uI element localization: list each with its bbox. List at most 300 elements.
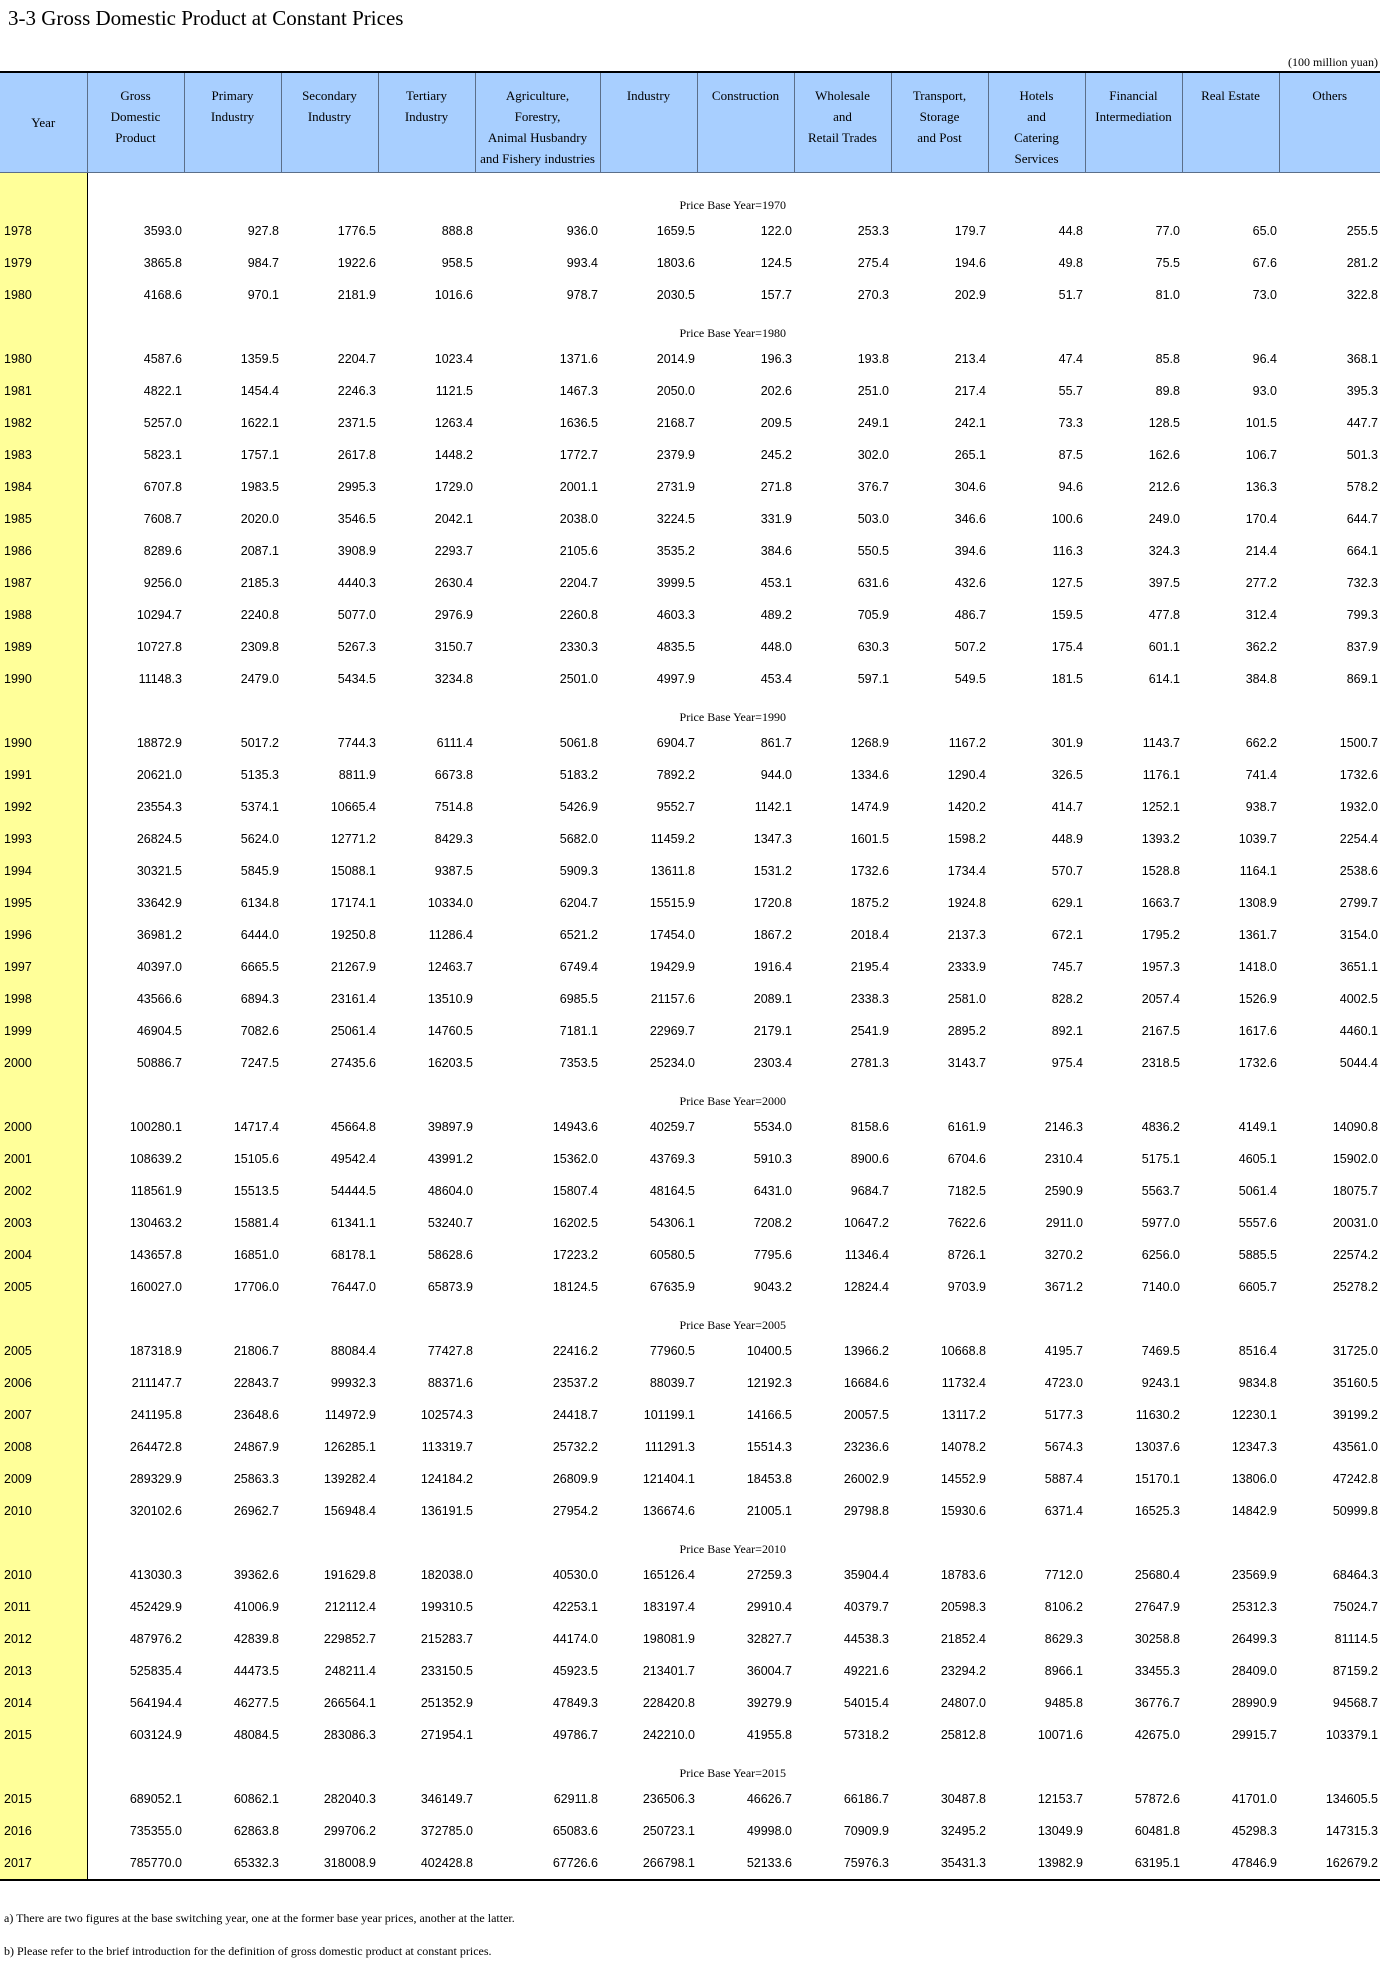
price-base-label: Price Base Year=2015 [679, 1765, 786, 1780]
value-cell: 1729.0 [434, 479, 473, 494]
value-cell: 2195.4 [850, 959, 889, 974]
value-cell: 346.6 [954, 511, 986, 526]
value-cell: 8429.3 [434, 831, 473, 846]
value-cell: 42675.0 [1134, 1727, 1180, 1742]
value-cell: 2168.7 [656, 415, 695, 430]
value-cell: 6673.8 [434, 767, 473, 782]
value-cell: 66186.7 [843, 1791, 889, 1806]
value-cell: 5977.0 [1141, 1215, 1180, 1230]
value-cell: 60481.8 [1134, 1823, 1180, 1838]
value-cell: 9834.8 [1238, 1375, 1277, 1390]
value-cell: 2338.3 [850, 991, 889, 1006]
value-cell: 1598.2 [947, 831, 986, 846]
table-row [0, 759, 1380, 791]
value-cell: 65873.9 [427, 1279, 473, 1294]
value-cell: 8516.4 [1238, 1343, 1277, 1358]
year-cell: 2006 [0, 1367, 87, 1399]
footnote-b: b) Please refer to the brief introduction for the definition of gross domestic product at constant prices. [4, 1944, 492, 1958]
value-cell: 413030.3 [129, 1567, 182, 1582]
value-cell: 3865.8 [143, 255, 182, 270]
value-cell: 29910.4 [746, 1599, 792, 1614]
value-cell: 45664.8 [330, 1119, 376, 1134]
value-cell: 106.7 [1245, 447, 1277, 462]
value-cell: 2330.3 [559, 639, 598, 654]
value-cell: 2167.5 [1141, 1023, 1180, 1038]
value-cell: 11459.2 [650, 831, 695, 846]
value-cell: 1308.9 [1238, 895, 1277, 910]
year-cell: 2005 [0, 1271, 87, 1303]
value-cell: 414.7 [1051, 799, 1083, 814]
value-cell: 1957.3 [1141, 959, 1180, 974]
value-cell: 85.8 [1155, 351, 1180, 366]
value-cell: 211147.7 [131, 1375, 182, 1390]
value-cell: 3908.9 [337, 543, 376, 558]
value-cell: 1528.8 [1141, 863, 1180, 878]
value-cell: 215283.7 [420, 1631, 473, 1646]
value-cell: 888.8 [441, 223, 473, 238]
value-cell: 77.0 [1155, 223, 1180, 238]
value-cell: 16525.3 [1134, 1503, 1180, 1518]
value-cell: 6665.5 [240, 959, 279, 974]
year-cell: 1982 [0, 407, 87, 439]
year-cell: 2008 [0, 1431, 87, 1463]
value-cell: 88039.7 [649, 1375, 695, 1390]
value-cell: 17223.2 [552, 1247, 598, 1262]
value-cell: 6894.3 [240, 991, 279, 1006]
table-row [0, 1239, 1380, 1271]
table-row [0, 503, 1380, 535]
page-title: 3-3 Gross Domestic Product at Constant Prices [8, 6, 404, 30]
value-cell: 23554.3 [136, 799, 182, 814]
year-cell: 2011 [0, 1591, 87, 1623]
value-cell: 124.5 [760, 255, 792, 270]
value-cell: 14760.5 [427, 1023, 473, 1038]
value-cell: 672.1 [1051, 927, 1083, 942]
value-cell: 7622.6 [947, 1215, 986, 1230]
value-cell: 8900.6 [850, 1151, 889, 1166]
value-cell: 162.6 [1148, 447, 1180, 462]
value-cell: 2333.9 [947, 959, 986, 974]
year-cell: 2017 [0, 1847, 87, 1880]
value-cell: 26809.9 [552, 1471, 598, 1486]
table-row [0, 919, 1380, 951]
value-cell: 2541.9 [850, 1023, 889, 1038]
value-cell: 10665.4 [330, 799, 376, 814]
value-cell: 978.7 [566, 287, 598, 302]
value-cell: 39199.2 [1332, 1407, 1378, 1422]
table-row [0, 1559, 1380, 1591]
value-cell: 2020.0 [240, 511, 279, 526]
value-cell: 62911.8 [553, 1791, 598, 1806]
value-cell: 5845.9 [240, 863, 279, 878]
table-row [0, 951, 1380, 983]
table-row [0, 663, 1380, 695]
value-cell: 8726.1 [947, 1247, 986, 1262]
value-cell: 251352.9 [420, 1695, 473, 1710]
value-cell: 2240.8 [240, 607, 279, 622]
table-row [0, 1495, 1380, 1527]
value-cell: 501.3 [1346, 447, 1378, 462]
value-cell: 4195.7 [1044, 1343, 1083, 1358]
value-cell: 601.1 [1148, 639, 1180, 654]
value-cell: 245.2 [760, 447, 792, 462]
value-cell: 102574.3 [420, 1407, 473, 1422]
value-cell: 20621.0 [136, 767, 182, 782]
value-cell: 23236.6 [843, 1439, 889, 1454]
value-cell: 39362.6 [233, 1567, 279, 1582]
table-row [0, 1335, 1380, 1367]
value-cell: 19250.8 [330, 927, 376, 942]
table-row [0, 1207, 1380, 1239]
value-cell: 1720.8 [753, 895, 792, 910]
value-cell: 1371.6 [559, 351, 598, 366]
value-cell: 4440.3 [337, 575, 376, 590]
value-cell: 18453.8 [746, 1471, 792, 1486]
value-cell: 65.0 [1252, 223, 1277, 238]
year-cell: 2013 [0, 1655, 87, 1687]
value-cell: 29915.7 [1231, 1727, 1277, 1742]
value-cell: 49998.0 [746, 1823, 792, 1838]
value-cell: 4997.9 [656, 671, 695, 686]
table-row [0, 1719, 1380, 1751]
value-cell: 2105.6 [559, 543, 598, 558]
value-cell: 7892.2 [656, 767, 695, 782]
value-cell: 362.2 [1245, 639, 1277, 654]
value-cell: 23569.9 [1231, 1567, 1277, 1582]
value-cell: 837.9 [1346, 639, 1378, 654]
value-cell: 36004.7 [746, 1663, 792, 1678]
value-cell: 11148.3 [138, 671, 182, 686]
value-cell: 93.0 [1252, 383, 1277, 398]
value-cell: 5257.0 [143, 415, 182, 430]
value-cell: 936.0 [566, 223, 598, 238]
value-cell: 30321.5 [136, 863, 182, 878]
value-cell: 68464.3 [1332, 1567, 1378, 1582]
footnote-a: a) There are two figures at the base switching year, one at the former base year prices, another at the latter. [4, 1911, 515, 1925]
value-cell: 320102.6 [129, 1503, 182, 1518]
price-base-label: Price Base Year=2000 [679, 1093, 786, 1108]
value-cell: 7208.2 [753, 1215, 792, 1230]
value-cell: 2018.4 [850, 927, 889, 942]
column-header: Real Estate [1182, 72, 1279, 172]
value-cell: 33642.9 [136, 895, 182, 910]
value-cell: 17174.1 [330, 895, 376, 910]
value-cell: 14552.9 [940, 1471, 986, 1486]
table-row [0, 887, 1380, 919]
year-cell: 1999 [0, 1015, 87, 1047]
value-cell: 869.1 [1346, 671, 1378, 686]
value-cell: 20057.5 [843, 1407, 889, 1422]
value-cell: 65332.3 [184, 1847, 281, 1880]
value-cell: 603124.9 [129, 1727, 182, 1742]
value-cell: 22843.7 [233, 1375, 279, 1390]
value-cell: 402428.8 [378, 1847, 475, 1880]
value-cell: 70909.9 [843, 1823, 889, 1838]
year-cell: 2001 [0, 1143, 87, 1175]
value-cell: 213401.7 [642, 1663, 695, 1678]
value-cell: 266798.1 [600, 1847, 697, 1880]
value-cell: 15105.6 [233, 1151, 279, 1166]
value-cell: 2581.0 [947, 991, 986, 1006]
year-cell [0, 311, 87, 343]
value-cell: 63195.1 [1085, 1847, 1182, 1880]
value-cell: 4587.6 [143, 351, 182, 366]
value-cell: 6704.6 [947, 1151, 986, 1166]
value-cell: 892.1 [1051, 1023, 1083, 1038]
value-cell: 165126.4 [642, 1567, 695, 1582]
table-row [0, 1111, 1380, 1143]
value-cell: 42253.1 [552, 1599, 598, 1614]
value-cell: 2976.9 [434, 607, 473, 622]
value-cell: 1659.5 [656, 223, 695, 238]
value-cell: 785770.0 [87, 1847, 184, 1880]
value-cell: 32495.2 [940, 1823, 986, 1838]
value-cell: 21806.7 [233, 1343, 279, 1358]
value-cell: 270.3 [857, 287, 889, 302]
value-cell: 191629.8 [323, 1567, 376, 1582]
value-cell: 689052.1 [129, 1791, 182, 1806]
value-cell: 88371.6 [427, 1375, 473, 1390]
value-cell: 477.8 [1148, 607, 1180, 622]
value-cell: 26962.7 [233, 1503, 279, 1518]
column-header: Financial Intermediation [1085, 72, 1182, 172]
value-cell: 2087.1 [240, 543, 279, 558]
value-cell: 35904.4 [843, 1567, 889, 1582]
value-cell: 100280.1 [129, 1119, 182, 1134]
value-cell: 2310.4 [1044, 1151, 1083, 1166]
value-cell: 331.9 [760, 511, 792, 526]
value-cell: 9552.7 [656, 799, 695, 814]
table-row [0, 1367, 1380, 1399]
value-cell: 76447.0 [330, 1279, 376, 1294]
value-cell: 48084.5 [233, 1727, 279, 1742]
value-cell: 927.8 [247, 223, 279, 238]
table-header-row [0, 72, 1380, 172]
value-cell: 47846.9 [1182, 1847, 1279, 1880]
value-cell: 14078.2 [940, 1439, 986, 1454]
value-cell: 2995.3 [337, 479, 376, 494]
value-cell: 26499.3 [1231, 1631, 1277, 1646]
value-cell: 49542.4 [330, 1151, 376, 1166]
year-cell: 2000 [0, 1047, 87, 1079]
value-cell: 49.8 [1058, 255, 1083, 270]
value-cell: 199310.5 [420, 1599, 473, 1614]
year-cell: 1980 [0, 279, 87, 311]
year-cell [0, 172, 87, 215]
value-cell: 2185.3 [240, 575, 279, 590]
value-cell: 241195.8 [130, 1407, 182, 1422]
value-cell: 447.7 [1346, 415, 1378, 430]
value-cell: 394.6 [954, 543, 986, 558]
value-cell: 1795.2 [1141, 927, 1180, 942]
value-cell: 162679.2 [1279, 1847, 1380, 1880]
value-cell: 9485.8 [1044, 1695, 1083, 1710]
value-cell: 741.4 [1245, 767, 1277, 782]
value-cell: 47242.8 [1332, 1471, 1378, 1486]
value-cell: 73.3 [1058, 415, 1083, 430]
value-cell: 65083.6 [552, 1823, 598, 1838]
value-cell: 283086.3 [323, 1727, 376, 1742]
column-header: Others [1279, 72, 1380, 172]
value-cell: 25863.3 [233, 1471, 279, 1486]
value-cell: 18075.7 [1332, 1183, 1378, 1198]
value-cell: 275.4 [857, 255, 889, 270]
value-cell: 735355.0 [129, 1823, 182, 1838]
value-cell: 121404.1 [642, 1471, 695, 1486]
table-row [0, 1463, 1380, 1495]
value-cell: 271954.1 [420, 1727, 473, 1742]
value-cell: 2303.4 [753, 1055, 792, 1070]
value-cell: 22969.7 [649, 1023, 695, 1038]
value-cell: 25812.8 [940, 1727, 986, 1742]
value-cell: 11630.2 [1135, 1407, 1180, 1422]
value-cell: 30258.8 [1134, 1631, 1180, 1646]
price-base-label: Price Base Year=1990 [679, 709, 786, 724]
value-cell: 6707.8 [143, 479, 182, 494]
value-cell: 94568.7 [1332, 1695, 1378, 1710]
value-cell: 1290.4 [947, 767, 986, 782]
value-cell: 251.0 [857, 383, 889, 398]
value-cell: 6605.7 [1238, 1279, 1277, 1294]
value-cell: 46626.7 [746, 1791, 792, 1806]
value-cell: 136674.6 [642, 1503, 695, 1518]
value-cell: 453.4 [760, 671, 792, 686]
value-cell: 799.3 [1346, 607, 1378, 622]
unit-label: (100 million yuan) [1288, 55, 1378, 69]
value-cell: 7140.0 [1141, 1279, 1180, 1294]
value-cell: 31725.0 [1332, 1343, 1378, 1358]
value-cell: 1803.6 [656, 255, 695, 270]
value-cell: 23161.4 [330, 991, 376, 1006]
value-cell: 26002.9 [843, 1471, 889, 1486]
value-cell: 4836.2 [1141, 1119, 1180, 1134]
value-cell: 7353.5 [559, 1055, 598, 1070]
value-cell: 21852.4 [940, 1631, 986, 1646]
value-cell: 1617.6 [1238, 1023, 1277, 1038]
price-base-row [0, 1079, 1380, 1111]
value-cell: 18124.5 [552, 1279, 598, 1294]
value-cell: 118561.9 [130, 1183, 182, 1198]
year-cell: 1990 [0, 727, 87, 759]
value-cell: 103379.1 [1325, 1727, 1378, 1742]
value-cell: 3651.1 [1339, 959, 1378, 974]
value-cell: 33455.3 [1134, 1663, 1180, 1678]
value-cell: 68178.1 [330, 1247, 376, 1262]
value-cell: 5624.0 [240, 831, 279, 846]
value-cell: 372785.0 [420, 1823, 473, 1838]
value-cell: 42839.8 [233, 1631, 279, 1646]
value-cell: 10334.0 [427, 895, 473, 910]
value-cell: 15513.5 [233, 1183, 279, 1198]
value-cell: 453.1 [760, 575, 792, 590]
year-cell: 1984 [0, 471, 87, 503]
column-header: Gross Domestic Product [87, 72, 184, 172]
value-cell: 1023.4 [434, 351, 473, 366]
value-cell: 127.5 [1051, 575, 1083, 590]
value-cell: 6204.7 [559, 895, 598, 910]
value-cell: 289329.9 [129, 1471, 182, 1486]
value-cell: 1924.8 [947, 895, 986, 910]
value-cell: 271.8 [760, 479, 792, 494]
value-cell: 1176.1 [1142, 767, 1180, 782]
value-cell: 1420.2 [947, 799, 986, 814]
value-cell: 196.3 [760, 351, 792, 366]
value-cell: 3999.5 [656, 575, 695, 590]
value-cell: 212.6 [1148, 479, 1180, 494]
value-cell: 46277.5 [233, 1695, 279, 1710]
value-cell: 1467.3 [559, 383, 598, 398]
value-cell: 7247.5 [240, 1055, 279, 1070]
value-cell: 43561.0 [1332, 1439, 1378, 1454]
value-cell: 1167.2 [948, 735, 986, 750]
value-cell: 397.5 [1148, 575, 1180, 590]
value-cell: 87159.2 [1332, 1663, 1378, 1678]
value-cell: 550.5 [857, 543, 889, 558]
value-cell: 250723.1 [642, 1823, 695, 1838]
value-cell: 8106.2 [1044, 1599, 1083, 1614]
table-row [0, 1591, 1380, 1623]
value-cell: 15807.4 [552, 1183, 598, 1198]
year-cell: 2014 [0, 1687, 87, 1719]
value-cell: 6111.4 [436, 735, 473, 750]
year-cell: 1983 [0, 439, 87, 471]
price-base-row [0, 695, 1380, 727]
price-base-label: Price Base Year=2010 [679, 1541, 786, 1556]
value-cell: 23648.6 [233, 1407, 279, 1422]
value-cell: 5563.7 [1141, 1183, 1180, 1198]
year-cell: 1992 [0, 791, 87, 823]
value-cell: 6749.4 [559, 959, 598, 974]
value-cell: 1016.6 [434, 287, 473, 302]
value-cell: 111291.3 [644, 1439, 695, 1454]
value-cell: 12771.2 [330, 831, 376, 846]
value-cell: 24418.7 [552, 1407, 598, 1422]
year-cell: 2007 [0, 1399, 87, 1431]
value-cell: 17706.0 [233, 1279, 279, 1294]
value-cell: 175.4 [1051, 639, 1083, 654]
value-cell: 40379.7 [843, 1599, 889, 1614]
value-cell: 50886.7 [136, 1055, 182, 1070]
value-cell: 15902.0 [1332, 1151, 1378, 1166]
value-cell: 4603.3 [656, 607, 695, 622]
value-cell: 25680.4 [1134, 1567, 1180, 1582]
year-cell: 2015 [0, 1719, 87, 1751]
value-cell: 44.8 [1058, 223, 1083, 238]
value-cell: 5044.4 [1339, 1055, 1378, 1070]
value-cell: 21267.9 [330, 959, 376, 974]
year-cell [0, 1079, 87, 1111]
value-cell: 487976.2 [129, 1631, 182, 1646]
value-cell: 6161.9 [947, 1119, 986, 1134]
value-cell: 10400.5 [746, 1343, 792, 1358]
table-row [0, 1687, 1380, 1719]
price-base-label: Price Base Year=2005 [679, 1317, 786, 1332]
value-cell: 187318.9 [129, 1343, 182, 1358]
value-cell: 134605.5 [1325, 1791, 1378, 1806]
value-cell: 5135.3 [240, 767, 279, 782]
value-cell: 4149.1 [1238, 1119, 1277, 1134]
value-cell: 35160.5 [1332, 1375, 1378, 1390]
value-cell: 302.0 [857, 447, 889, 462]
year-cell: 1997 [0, 951, 87, 983]
value-cell: 1636.5 [559, 415, 598, 430]
value-cell: 10647.2 [843, 1215, 889, 1230]
value-cell: 124184.2 [420, 1471, 473, 1486]
value-cell: 7608.7 [143, 511, 182, 526]
value-cell: 57872.6 [1134, 1791, 1180, 1806]
value-cell: 60862.1 [233, 1791, 279, 1806]
value-cell: 5682.0 [559, 831, 598, 846]
